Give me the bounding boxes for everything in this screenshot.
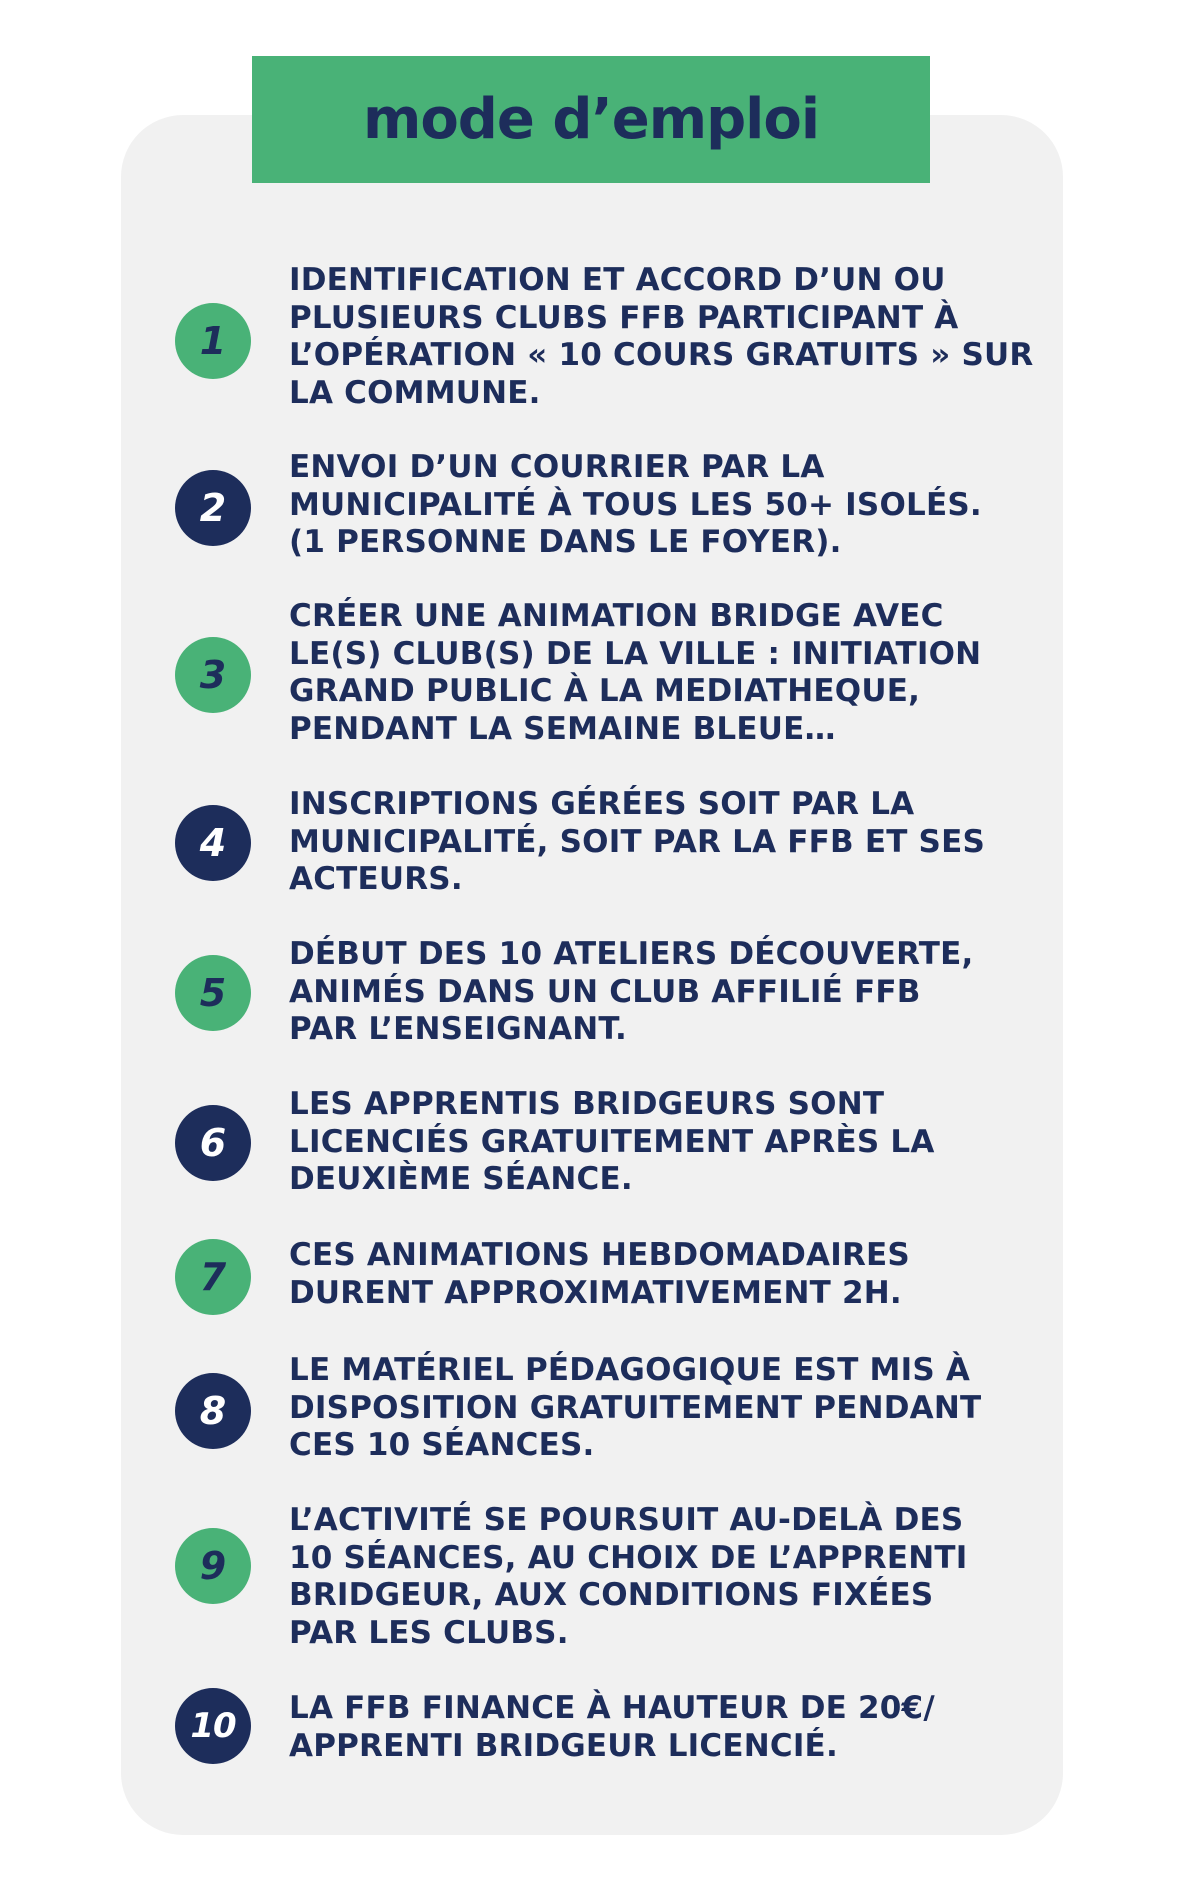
step-text: LE MATÉRIEL PÉDAGOGIQUE EST MIS À DISPOSITION GRATUITEMENT PENDANT CES 10 SÉANCES. <box>289 1352 982 1463</box>
step-text: L’ACTIVITÉ SE POURSUIT AU-DELÀ DES 10 SÉANCES, AU CHOIX DE L’APPRENTI BRIDGEUR, AUX CONDITIONS FIXÉES PAR LES CLUBS. <box>289 1502 968 1651</box>
step-number-badge: 1 <box>175 303 251 379</box>
title-banner <box>252 56 930 183</box>
step-text: ENVOI D’UN COURRIER PAR LA MUNICIPALITÉ À TOUS LES 50+ ISOLÉS. (1 PERSONNE DANS LE FOYER). <box>289 449 982 560</box>
step-number-badge: 10 <box>175 1688 251 1764</box>
step-text: CRÉER UNE ANIMATION BRIDGE AVEC LE(S) CLUB(S) DE LA VILLE : INITIATION GRAND PUBLIC À LA MEDIATHEQUE, PENDANT LA SEMAINE BLEUE… <box>289 598 982 747</box>
step-text: IDENTIFICATION ET ACCORD D’UN OU PLUSIEURS CLUBS FFB PARTICIPANT À L’OPÉRATION « 10 COURS GRATUITS » SUR LA COMMUNE. <box>289 262 1034 411</box>
page-title: mode d’emploi <box>362 86 820 152</box>
step-text: LES APPRENTIS BRIDGEURS SONT LICENCIÉS GRATUITEMENT APRÈS LA DEUXIÈME SÉANCE. <box>289 1086 935 1197</box>
step-number-badge: 5 <box>175 955 251 1031</box>
step-number-badge: 7 <box>175 1239 251 1315</box>
step-text: CES ANIMATIONS HEBDOMADAIRES DURENT APPROXIMATIVEMENT 2H. <box>289 1237 910 1311</box>
step-number-badge: 9 <box>175 1528 251 1604</box>
step-number-badge: 3 <box>175 637 251 713</box>
step-number-badge: 6 <box>175 1105 251 1181</box>
step-text: INSCRIPTIONS GÉRÉES SOIT PAR LA MUNICIPALITÉ, SOIT PAR LA FFB ET SES ACTEURS. <box>289 786 985 897</box>
step-text: LA FFB FINANCE À HAUTEUR DE 20€/ APPRENTI BRIDGEUR LICENCIÉ. <box>289 1690 935 1764</box>
step-text: DÉBUT DES 10 ATELIERS DÉCOUVERTE, ANIMÉS DANS UN CLUB AFFILIÉ FFB PAR L’ENSEIGNANT. <box>289 936 974 1047</box>
step-number-badge: 2 <box>175 470 251 546</box>
step-number-badge: 4 <box>175 805 251 881</box>
step-number-badge: 8 <box>175 1373 251 1449</box>
